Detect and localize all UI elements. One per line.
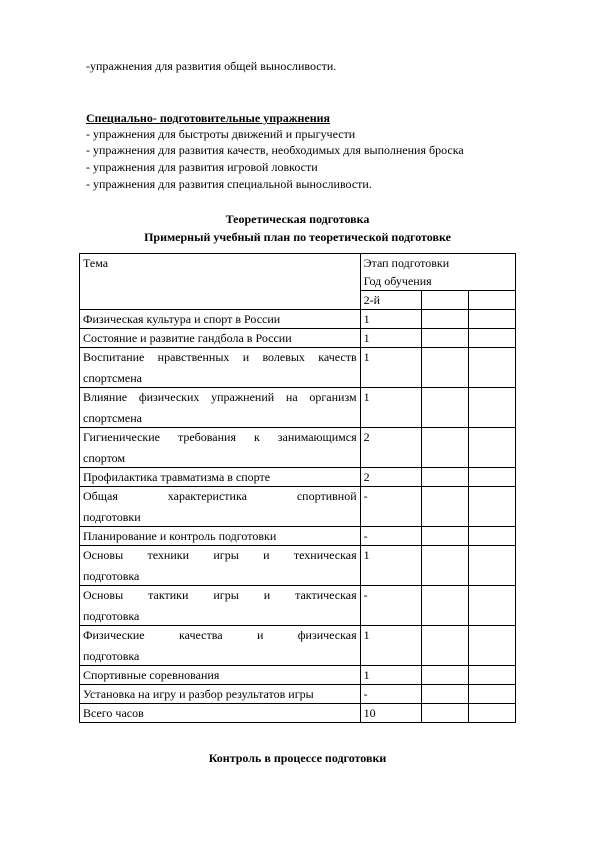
table-row <box>80 329 516 348</box>
hours-cell: - <box>360 527 422 546</box>
hours-cell: 1 <box>360 546 422 586</box>
topic-text: Физическая культура и спорт в России <box>83 312 281 326</box>
hours-cell: 2 <box>360 428 422 468</box>
table-row <box>80 626 516 666</box>
hours-cell: 1 <box>360 348 422 388</box>
intro-line: -упражнения для развития общей выносливости. <box>86 59 337 73</box>
topic-cell <box>80 626 361 666</box>
topic-text-continued: подготовка <box>83 649 140 663</box>
empty-cell <box>422 468 469 487</box>
table-row <box>80 468 516 487</box>
hours-cell: 10 <box>360 704 422 723</box>
header-empty-cell <box>469 291 516 310</box>
empty-cell <box>469 626 516 666</box>
table-row <box>80 704 516 723</box>
empty-cell <box>469 428 516 468</box>
topic-cell <box>80 468 361 487</box>
topic-cell <box>80 666 361 685</box>
empty-cell <box>422 329 469 348</box>
topic-cell <box>80 310 361 329</box>
hours-cell: 1 <box>360 310 422 329</box>
table-row <box>80 310 516 329</box>
hours-cell: - <box>360 685 422 704</box>
empty-cell <box>422 527 469 546</box>
topic-cell <box>80 586 361 626</box>
topic-cell <box>80 329 361 348</box>
topic-text: Гигиенические требования к занимающимся <box>83 430 357 444</box>
hours-cell: 1 <box>360 666 422 685</box>
table-row <box>80 388 516 428</box>
theory-plan-table <box>79 253 516 723</box>
table-row <box>80 666 516 685</box>
empty-cell <box>469 685 516 704</box>
empty-cell <box>469 348 516 388</box>
table-row <box>80 527 516 546</box>
empty-cell <box>469 704 516 723</box>
topic-text: Основы тактики игры и тактическая <box>83 588 357 602</box>
empty-cell <box>422 487 469 527</box>
topic-text: Всего часов <box>83 706 144 720</box>
topic-text: Профилактика травматизма в спорте <box>83 470 271 484</box>
plan-title: Примерный учебный план по теоретической подготовке <box>144 230 451 244</box>
special-heading: Специально- подготовительные упражнения <box>86 111 331 125</box>
empty-cell <box>422 704 469 723</box>
empty-cell <box>469 468 516 487</box>
empty-cell <box>422 666 469 685</box>
special-item: - упражнения для развития игровой ловкости <box>86 160 318 174</box>
topic-cell <box>80 546 361 586</box>
empty-cell <box>422 348 469 388</box>
empty-cell <box>469 329 516 348</box>
topic-cell <box>80 704 361 723</box>
table-row <box>80 487 516 527</box>
empty-cell <box>469 586 516 626</box>
empty-cell <box>422 388 469 428</box>
topic-text: Состояние и развитие гандбола в России <box>83 331 292 345</box>
topic-text: Физические качества и физическая <box>83 628 357 642</box>
empty-cell <box>469 527 516 546</box>
table-row <box>80 586 516 626</box>
empty-cell <box>469 666 516 685</box>
topic-text: Воспитание нравственных и волевых качеств <box>83 350 357 364</box>
hours-cell: - <box>360 586 422 626</box>
header-topic: Тема <box>80 254 361 310</box>
topic-text-continued: спортом <box>83 451 126 465</box>
section-title: Теоретическая подготовка <box>225 212 370 226</box>
topic-text: Влияние физических упражнений на организм <box>83 390 357 404</box>
topic-text-continued: подготовка <box>83 609 140 623</box>
special-item: - упражнения для развития специальной выносливости. <box>86 177 372 191</box>
topic-text-continued: спортсмена <box>83 371 142 385</box>
topic-text-continued: подготовка <box>83 569 140 583</box>
table-row <box>80 428 516 468</box>
hours-cell: 2 <box>360 468 422 487</box>
topic-cell <box>80 487 361 527</box>
header-year-2: 2-й <box>360 291 422 310</box>
empty-cell <box>422 685 469 704</box>
header-year-label: Год обучения <box>363 274 432 288</box>
topic-text-continued: спортсмена <box>83 411 142 425</box>
hours-cell: - <box>360 487 422 527</box>
empty-cell <box>422 546 469 586</box>
topic-cell <box>80 348 361 388</box>
empty-cell <box>422 586 469 626</box>
empty-cell <box>469 388 516 428</box>
table-row <box>80 348 516 388</box>
header-stage <box>360 254 515 291</box>
topic-cell <box>80 527 361 546</box>
topic-cell <box>80 428 361 468</box>
control-title: Контроль в процессе подготовки <box>208 751 387 765</box>
hours-cell: 1 <box>360 329 422 348</box>
empty-cell <box>469 546 516 586</box>
hours-cell: 1 <box>360 626 422 666</box>
hours-cell: 1 <box>360 388 422 428</box>
empty-cell <box>422 626 469 666</box>
special-item: - упражнения для быстроты движений и прыгучести <box>86 127 356 141</box>
special-item: - упражнения для развития качеств, необходимых для выполнения броска <box>86 143 464 157</box>
empty-cell <box>422 428 469 468</box>
empty-cell <box>469 310 516 329</box>
topic-text: Основы техники игры и техническая <box>83 548 357 562</box>
empty-cell <box>469 487 516 527</box>
topic-cell <box>80 388 361 428</box>
table-row <box>80 546 516 586</box>
empty-cell <box>422 310 469 329</box>
header-stage-label: Этап подготовки <box>363 256 450 270</box>
topic-text: Установка на игру и разбор результатов игры <box>83 687 314 701</box>
topic-text: Планирование и контроль подготовки <box>83 529 277 543</box>
topic-cell <box>80 685 361 704</box>
header-empty-cell <box>422 291 469 310</box>
table-header-row <box>80 254 516 291</box>
topic-text: Общая характеристика спортивной <box>83 489 357 503</box>
topic-text: Спортивные соревнования <box>83 668 220 682</box>
table-row <box>80 685 516 704</box>
topic-text-continued: подготовки <box>83 510 141 524</box>
